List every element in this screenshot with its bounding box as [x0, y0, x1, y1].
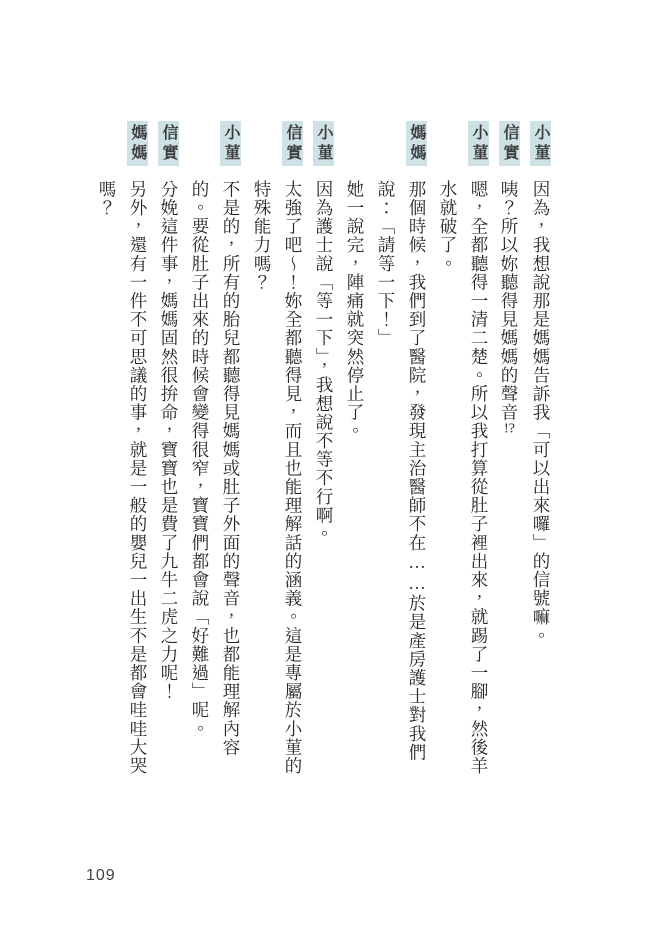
speech-column: 太強了吧～！妳全都聽得見，而且也能理解話的涵義。這是專屬於小菫的: [283, 180, 303, 776]
speaker-label: 小菫: [530, 121, 551, 166]
speaker-label: 小菫: [468, 121, 489, 166]
speech-column: 因為，我想說那是媽媽告訴我「可以出來囉」的信號嘛。: [531, 180, 551, 645]
page-number: 109: [86, 867, 116, 884]
speech-column: 嗎？: [97, 180, 117, 218]
speaker-label: 信實: [499, 121, 520, 166]
speech-column: 另外，還有一件不可思議的事，就是一般的嬰兒一出生不是都會哇哇大哭: [128, 180, 148, 776]
speech-column: 那個時候，我們到了醫院，發現主治醫師不在……於是產房護士對我們: [407, 180, 427, 762]
speech-block: [91, 124, 153, 780]
speech-column: 的。要從肚子出來的時候會變得很窄，寶寶們都會說「好難過」呢。: [190, 180, 210, 738]
speech-column: 咦？所以妳聽得見媽媽的聲音!?: [499, 180, 519, 436]
speech-column: 水就破了。: [438, 180, 458, 273]
speech-block: [525, 124, 556, 780]
speech-column: 她一說完，陣痛就突然停止了。: [345, 180, 365, 441]
tatechuyoko-text: !?: [504, 421, 515, 436]
speech-block: [308, 124, 339, 780]
speaker-label: 小菫: [220, 121, 241, 166]
speaker-label: 媽媽: [127, 121, 148, 166]
speech-column: 嗯，全都聽得一清二楚。所以我打算從肚子裡出來，就踢了一腳，然後羊: [469, 180, 489, 776]
speech-column: 不是的，所有的胎兒都聽得見媽媽或肚子外面的聲音，也都能理解內容: [221, 180, 241, 757]
speech-block: [432, 124, 494, 780]
dialogue-area: [91, 124, 556, 780]
speaker-label: 信實: [158, 121, 179, 166]
speech-column: 特殊能力嗎？: [252, 180, 272, 292]
speaker-label: 小菫: [313, 121, 334, 166]
speaker-label: 媽媽: [406, 121, 427, 166]
speech-block: [339, 124, 432, 780]
speech-block: [184, 124, 246, 780]
speaker-label: 信實: [282, 121, 303, 166]
speech-column: 說：「請等一下！」: [376, 180, 396, 348]
speech-block: [153, 124, 184, 780]
speech-column: 分娩這件事，媽媽固然很拚命，寶寶也是費了九牛二虎之力呢！: [159, 180, 179, 701]
speech-block: [494, 124, 525, 780]
speech-column: 因為護士說「等一下」，我想說不等不行啊。: [314, 180, 334, 544]
speech-block: [246, 124, 308, 780]
